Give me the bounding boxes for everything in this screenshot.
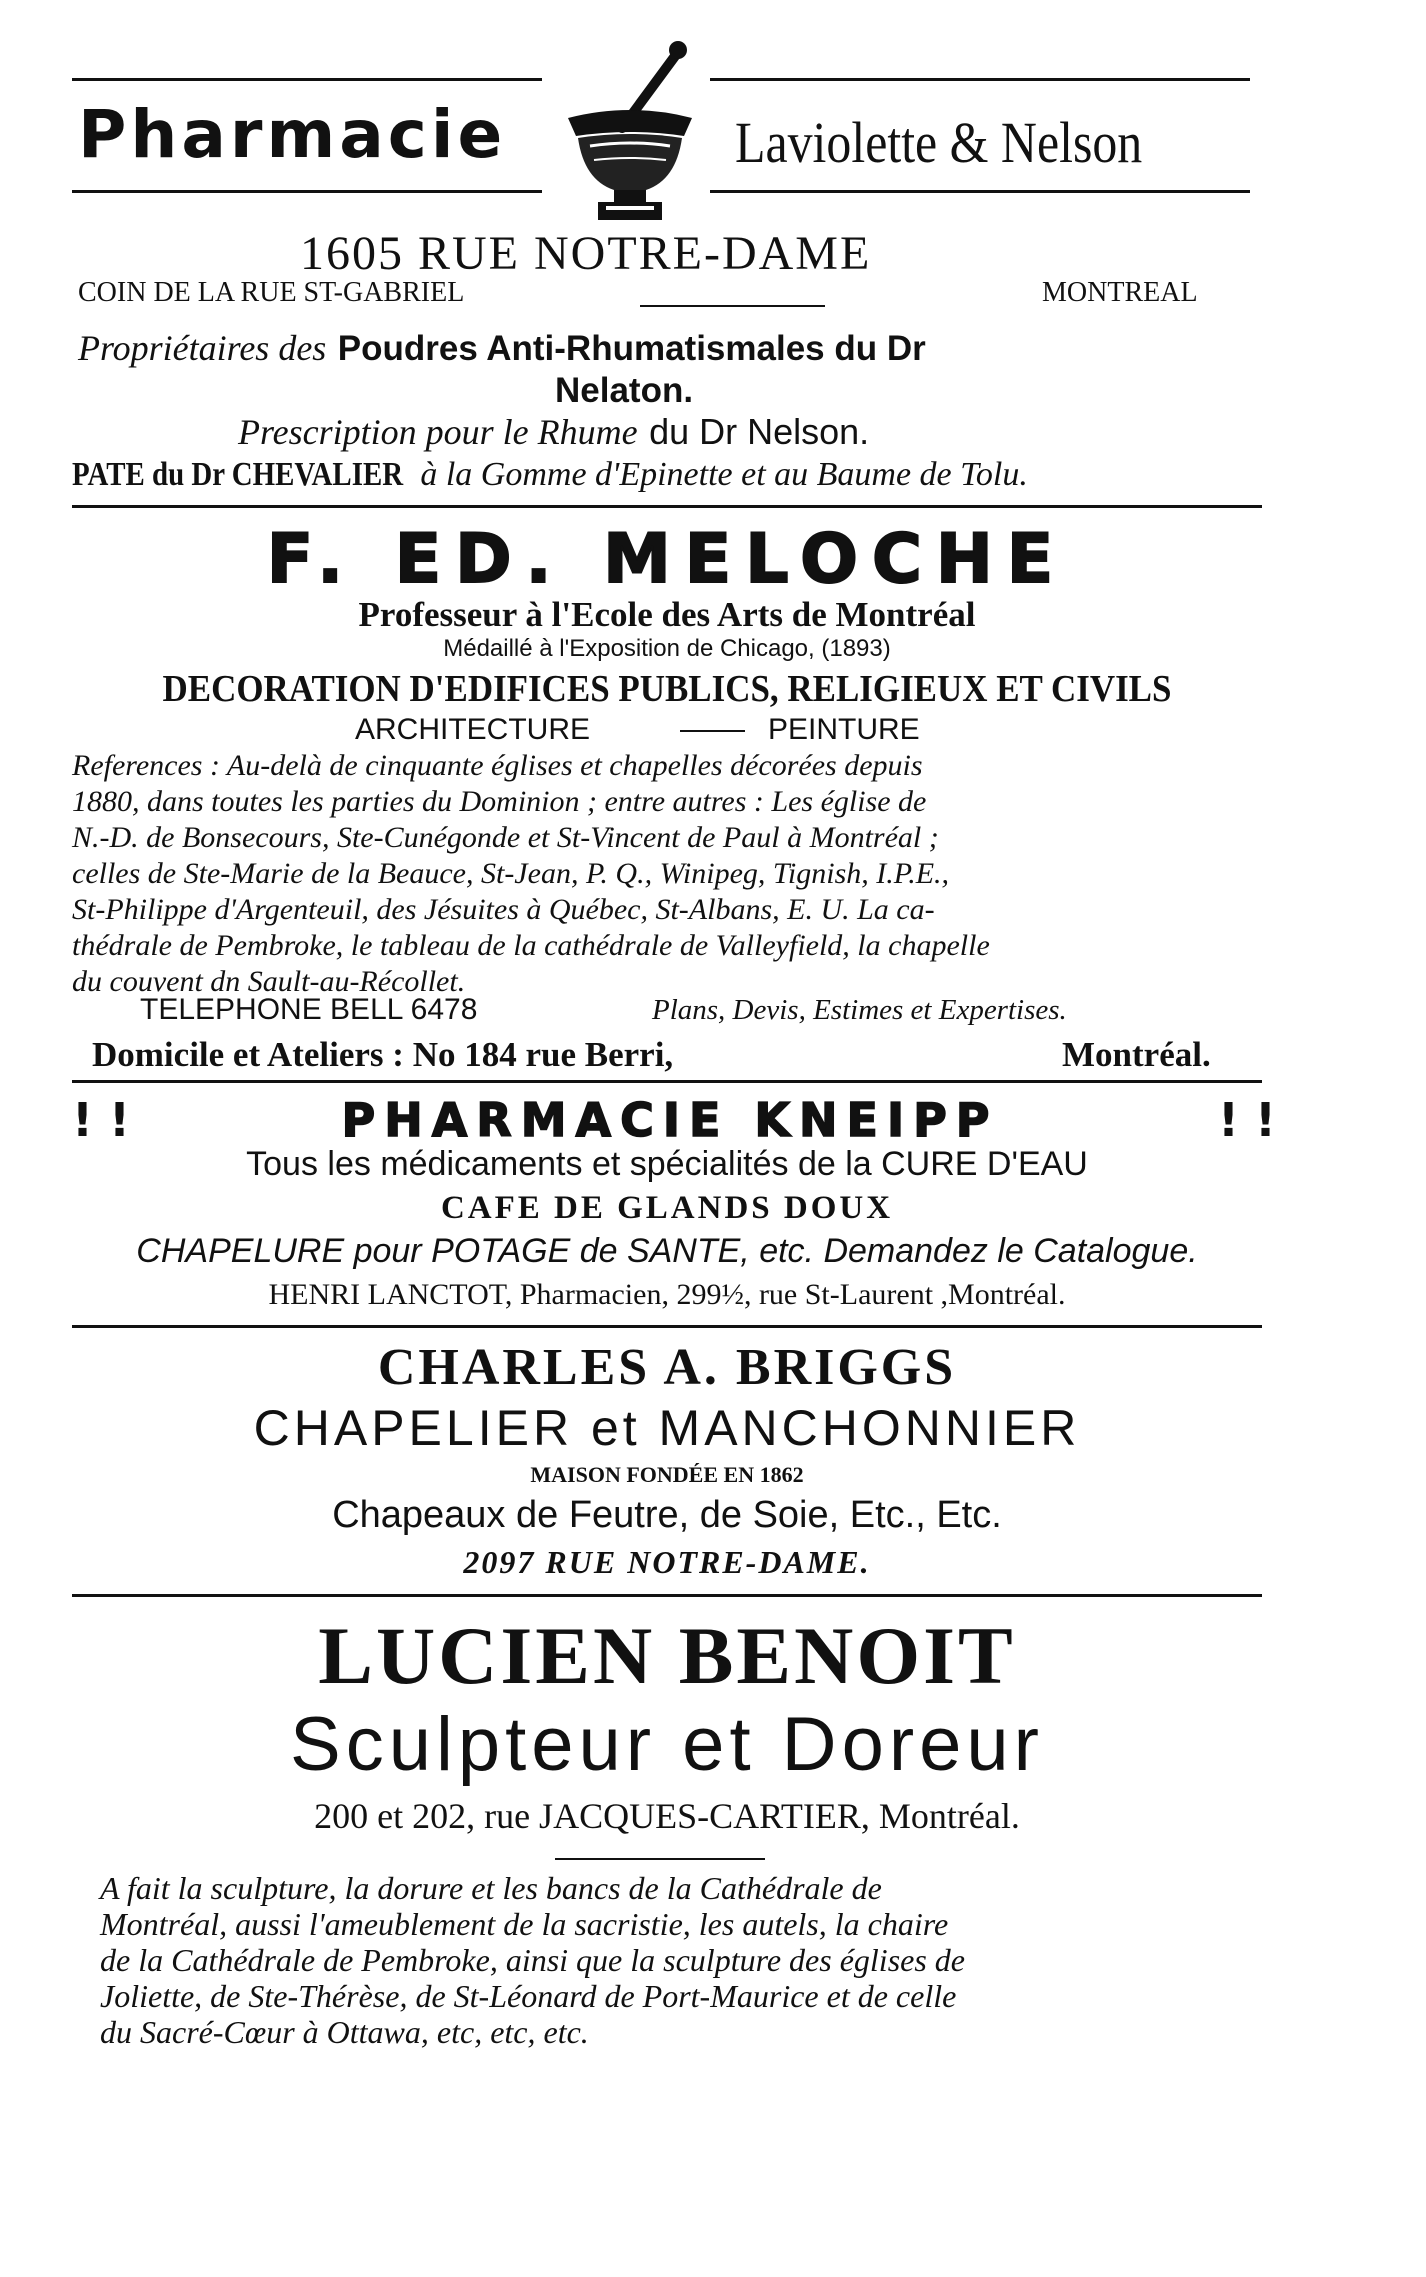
top-rule-left [72,78,542,81]
meloche-headline: DECORATION D'EDIFICES PUBLICS, RELIGIEUX ET CIVILS [162,668,1172,710]
kneipp-line3: CHAPELURE pour POTAGE de SANTE, etc. Demandez le Catalogue. [136,1232,1198,1270]
reference-line: References : Au-delà de cinquante églises et chapelles décorées depuis [72,749,923,782]
city-label: MONTREAL [1042,277,1198,308]
owners-text: Poudres Anti-Rhumatismales du Dr [337,329,926,368]
reference-line: du couvent dn Sault-au-Récollet. [72,965,466,998]
meloche-domicile: Domicile et Ateliers : No 184 rue Berri, [92,1035,674,1074]
meloche-references [72,748,1262,1000]
description-line: A fait la sculpture, la dorure et les bancs de la Cathédrale de [100,1870,882,1906]
top-rule-right [710,78,1250,81]
meloche-plans: Plans, Devis, Estimes et Expertises. [652,994,1067,1026]
owners-line [78,326,926,371]
reference-line: 1880, dans toutes les parties du Dominion ; entre autres : Les église de [72,785,927,818]
reference-line: N.-D. de Bonsecours, Ste-Cunégonde et St-Vincent de Paul à Montréal ; [72,821,939,854]
kneipp-line2: CAFE DE GLANDS DOUX [440,1190,894,1226]
meloche-name: F. ED. MELOCHE [266,520,1068,599]
owners-text-2: Nelaton. [555,371,694,410]
under-rule-right [710,190,1250,193]
meloche-city: Montréal. [1062,1035,1211,1074]
prescription-rest: du Dr Nelson. [649,411,870,452]
kneipp-line4: HENRI LANCTOT, Pharmacien, 299½, rue St-Laurent ,Montréal. [268,1278,1066,1311]
pate-line [72,453,1028,496]
briggs-trade: CHAPELIER et MANCHONNIER [253,1400,1081,1456]
firm-name: Laviolette & Nelson [735,110,1143,175]
benoit-name: LUCIEN BENOIT [318,1610,1016,1701]
benoit-trade: Sculpteur et Doreur [290,1702,1044,1787]
benoit-short-rule [555,1858,765,1860]
divider-1 [72,505,1262,508]
reference-line: celles de Ste-Marie de la Beauce, St-Jean, P. Q., Winipeg, Tignish, I.P.E., [72,857,950,890]
under-rule-left [72,190,542,193]
corner-street: COIN DE LA RUE ST-GABRIEL [78,277,465,308]
divider-4 [72,1594,1262,1597]
kneipp-name: PHARMACIE KNEIPP [341,1093,999,1147]
pate-prefix: PATE du Dr CHEVALIER [72,456,404,493]
divider-3 [72,1325,1262,1328]
address-rule [640,305,825,307]
arch-dash [680,730,745,732]
benoit-description [100,1870,1262,2050]
divider-2 [72,1080,1262,1083]
briggs-founded: MAISON FONDÉE EN 1862 [530,1462,804,1487]
description-line: de la Cathédrale de Pembroke, ainsi que la sculpture des églises de [100,1942,965,1978]
pate-italic: à la Gomme d'Epinette et au Baume de Tolu. [420,456,1028,493]
description-line: Montréal, aussi l'ameublement de la sacristie, les autels, la chaire [100,1906,949,1942]
briggs-address: 2097 RUE NOTRE-DAME. [463,1544,871,1580]
pharmacy-address: 1605 RUE NOTRE-DAME [300,227,872,280]
prescription-italic: Prescription pour le Rhume [238,412,638,452]
briggs-hats: Chapeaux de Feutre, de Soie, Etc., Etc. [332,1494,1002,1536]
kneipp-marks-left: ! ! [72,1093,130,1147]
description-line: Joliette, de Ste-Thérèse, de St-Léonard de Port-Maurice et de celle [100,1978,957,2014]
meloche-medal: Médaillé à l'Exposition de Chicago, (1893) [443,635,891,662]
mortar-and-pestle-icon [560,40,700,225]
description-line: du Sacré-Cœur à Ottawa, etc, etc, etc. [100,2014,589,2050]
kneipp-marks-right: ! ! [1218,1093,1276,1147]
benoit-address: 200 et 202, rue JACQUES-CARTIER, Montréal. [314,1796,1020,1836]
reference-line: St-Philippe d'Argenteuil, des Jésuites à Québec, St-Albans, E. U. La ca- [72,893,935,926]
pharmacie-title: Pharmacie [78,96,507,173]
meloche-peinture: PEINTURE [768,713,920,746]
briggs-name: CHARLES A. BRIGGS [377,1339,957,1396]
prescription-line [238,410,869,455]
meloche-title: Professeur à l'Ecole des Arts de Montréal [358,595,976,634]
meloche-telephone: TELEPHONE BELL 6478 [140,993,478,1026]
owners-prefix: Propriétaires des [78,328,327,368]
meloche-architecture: ARCHITECTURE [355,713,591,746]
kneipp-line1: Tous les médicaments et spécialités de la CURE D'EAU [246,1145,1088,1183]
reference-line: thédrale de Pembroke, le tableau de la cathédrale de Valleyfield, la chapelle [72,929,990,962]
